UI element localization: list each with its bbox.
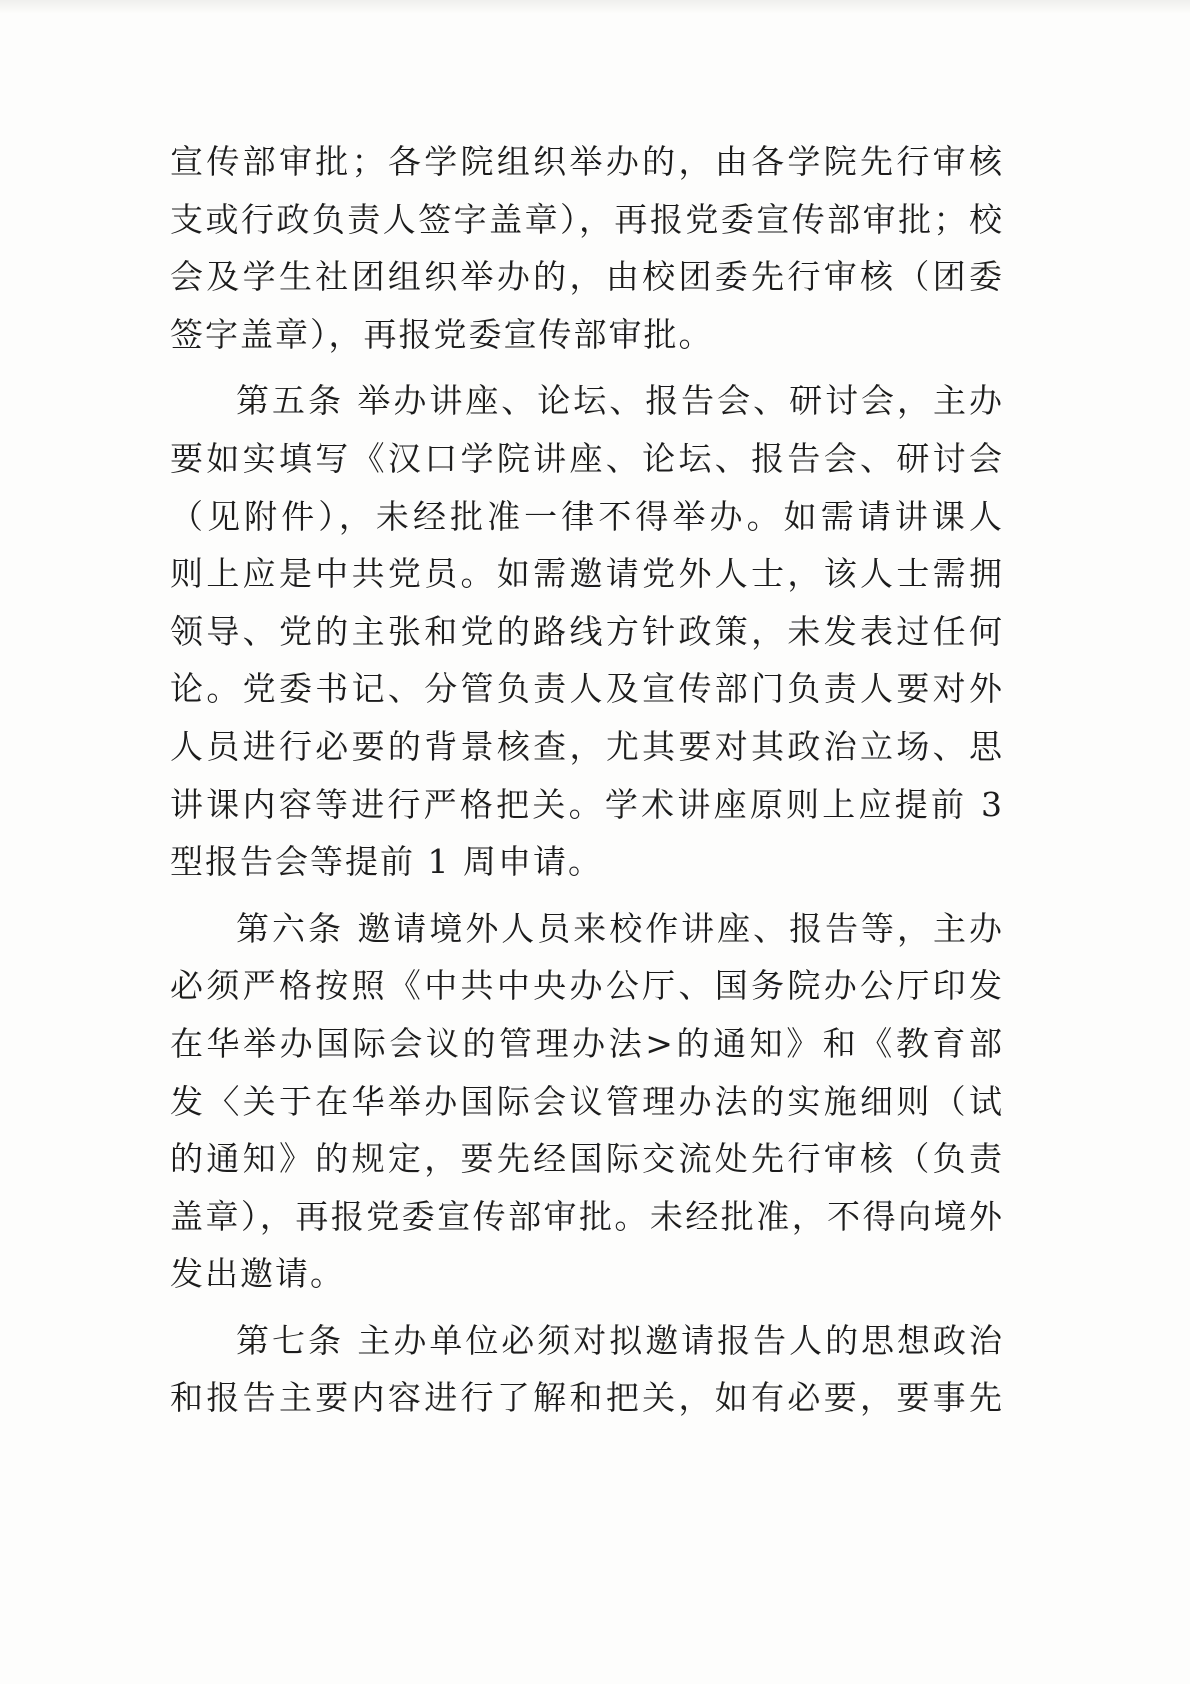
text-line: 签字盖章），再报党委宣传部审批。 bbox=[170, 314, 714, 354]
text-line: 讲课内容等进行严格把关。学术讲座原则上应提前 3 bbox=[170, 784, 1004, 824]
text-line: 第七条 主办单位必须对拟邀请报告人的思想政治 bbox=[236, 1320, 1004, 1360]
text-line: 必须严格按照《中共中央办公厅、国务院办公厅印发 bbox=[170, 966, 1004, 1006]
text-line: 人员进行必要的背景核查，尤其要对其政治立场、思 bbox=[170, 726, 1004, 766]
text-line: 会及学生社团组织举办的，由校团委先行审核（团委 bbox=[170, 257, 1004, 297]
text-line: 第五条 举办讲座、论坛、报告会、研讨会，主办 bbox=[236, 381, 1004, 421]
text-line: 论。党委书记、分管负责人及宣传部门负责人要对外 bbox=[170, 669, 1004, 709]
text-line: 宣传部审批；各学院组织举办的，由各学院先行审核 bbox=[170, 142, 1004, 181]
text-line: 第六条 邀请境外人员来校作讲座、报告等，主办 bbox=[236, 908, 1004, 948]
text-line: 发出邀请。 bbox=[170, 1254, 345, 1294]
text-line: 要如实填写《汉口学院讲座、论坛、报告会、研讨会 bbox=[170, 438, 1004, 478]
document-body bbox=[170, 133, 1004, 1427]
scan-edge bbox=[0, 0, 1190, 14]
paragraph-article-7 bbox=[170, 1312, 1004, 1427]
paragraph-continuation bbox=[170, 133, 1004, 363]
paragraph-article-6 bbox=[170, 900, 1004, 1303]
text-line: 和报告主要内容进行了解和把关，如有必要，要事先 bbox=[170, 1378, 1004, 1418]
text-line: 则上应是中共党员。如需邀请党外人士，该人士需拥 bbox=[170, 554, 1004, 594]
text-line: 的通知》的规定，要先经国际交流处先行审核（负责 bbox=[170, 1139, 1004, 1179]
paragraph-article-5 bbox=[170, 372, 1004, 890]
text-line: 在华举办国际会议的管理办法>的通知》和《教育部 bbox=[170, 1023, 1004, 1063]
text-line: 型报告会等提前 1 周申请。 bbox=[170, 842, 603, 882]
text-line: 发〈关于在华举办国际会议管理办法的实施细则（试 bbox=[170, 1081, 1004, 1121]
text-line: 盖章），再报党委宣传部审批。未经批准，不得向境外 bbox=[170, 1196, 1004, 1236]
text-line: （见附件），未经批准一律不得举办。如需请讲课人 bbox=[170, 496, 1004, 536]
text-line: 支或行政负责人签字盖章），再报党委宣传部审批；校 bbox=[170, 199, 1004, 239]
text-line: 领导、党的主张和党的路线方针政策，未发表过任何 bbox=[170, 611, 1004, 651]
